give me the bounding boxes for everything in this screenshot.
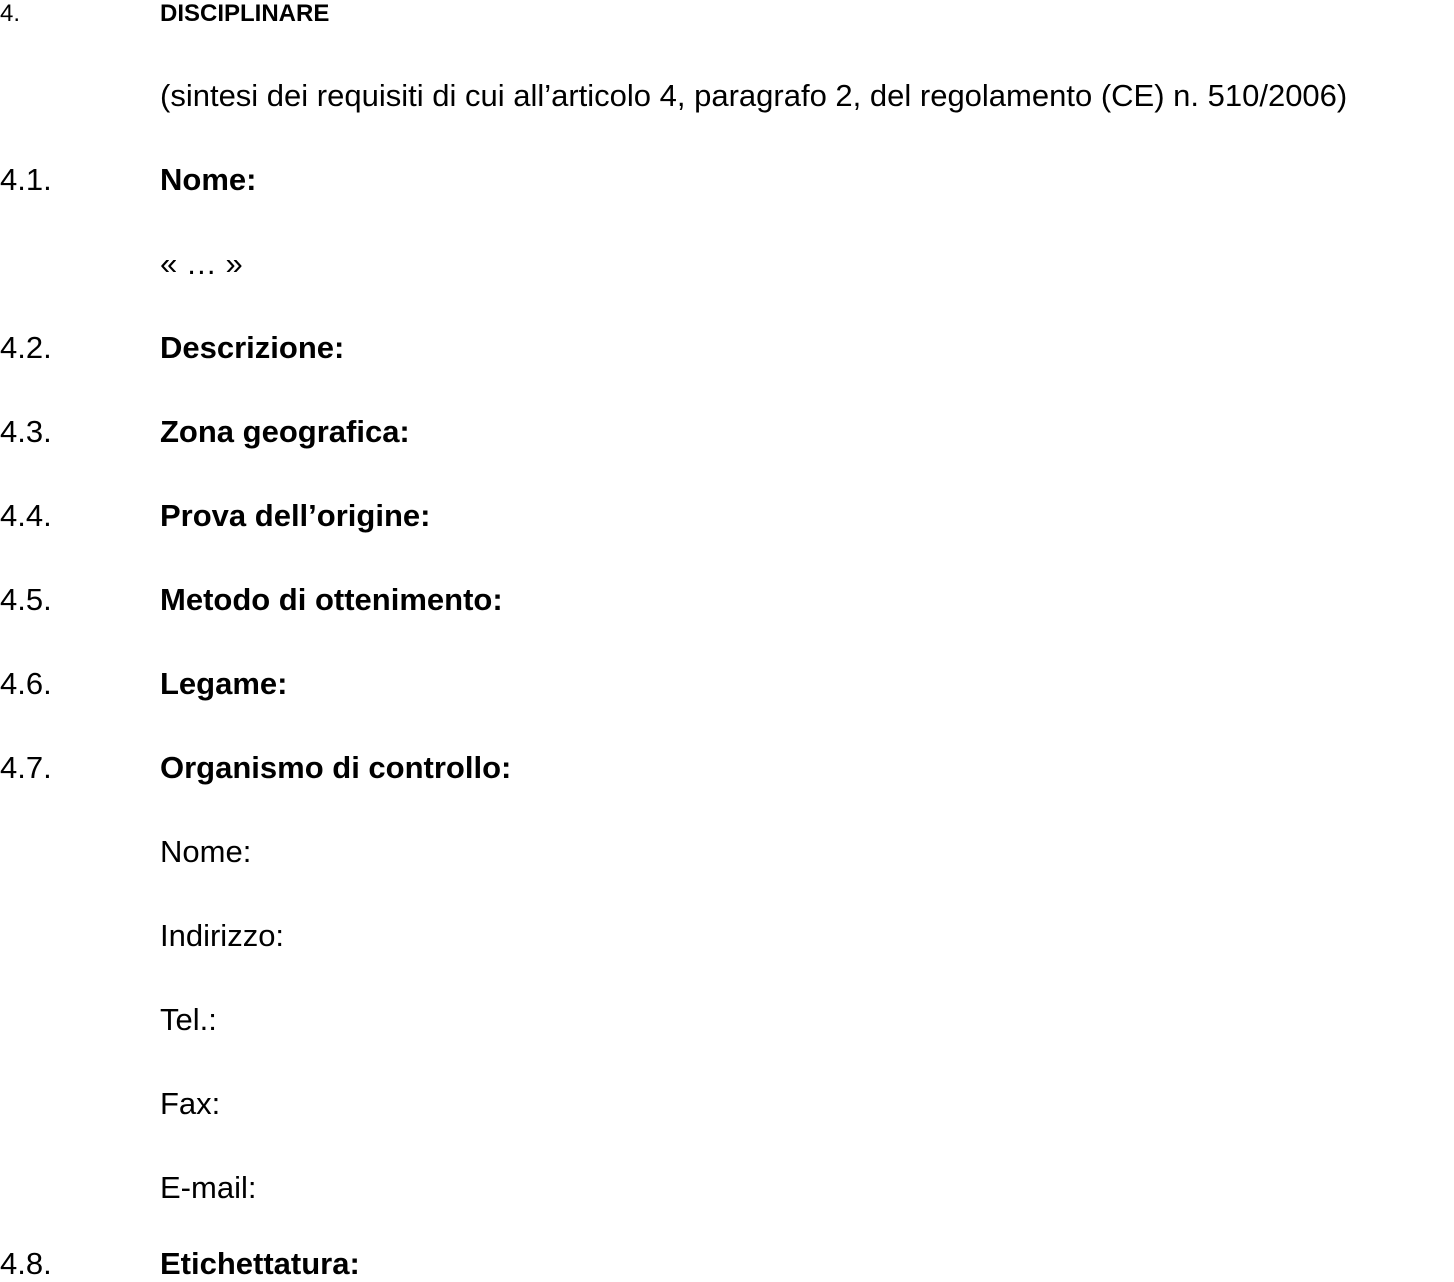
item-number: 4.7. xyxy=(0,750,52,785)
section-subtitle: (sintesi dei requisiti di cui all’articolo 4, paragrafo 2, del regolamento (CE) n. 510/2006) xyxy=(160,78,1348,113)
item-number: 4.2. xyxy=(0,330,52,365)
item-number: 4.1. xyxy=(0,162,52,197)
section-number: 4. xyxy=(0,0,21,27)
control-body-tel-label: Tel.: xyxy=(160,1002,217,1037)
item-number: 4.6. xyxy=(0,666,52,701)
item-label: Legame: xyxy=(160,666,288,701)
section-title: DISCIPLINARE xyxy=(160,0,330,27)
item-label: Etichettatura: xyxy=(160,1246,360,1281)
item-number: 4.8. xyxy=(0,1246,52,1281)
item-number: 4.5. xyxy=(0,582,52,617)
control-body-email-label: E-mail: xyxy=(160,1170,257,1205)
control-body-fax-label: Fax: xyxy=(160,1086,221,1121)
item-label: Zona geografica: xyxy=(160,414,410,449)
item-label: Metodo di ottenimento: xyxy=(160,582,503,617)
item-number: 4.4. xyxy=(0,498,52,533)
control-body-name-label: Nome: xyxy=(160,834,252,869)
name-placeholder: « … » xyxy=(160,246,243,281)
item-label: Descrizione: xyxy=(160,330,345,365)
control-body-address-label: Indirizzo: xyxy=(160,918,285,953)
item-label: Organismo di controllo: xyxy=(160,750,512,785)
item-label: Prova dell’origine: xyxy=(160,498,431,533)
item-label: Nome: xyxy=(160,162,257,197)
item-number: 4.3. xyxy=(0,414,52,449)
